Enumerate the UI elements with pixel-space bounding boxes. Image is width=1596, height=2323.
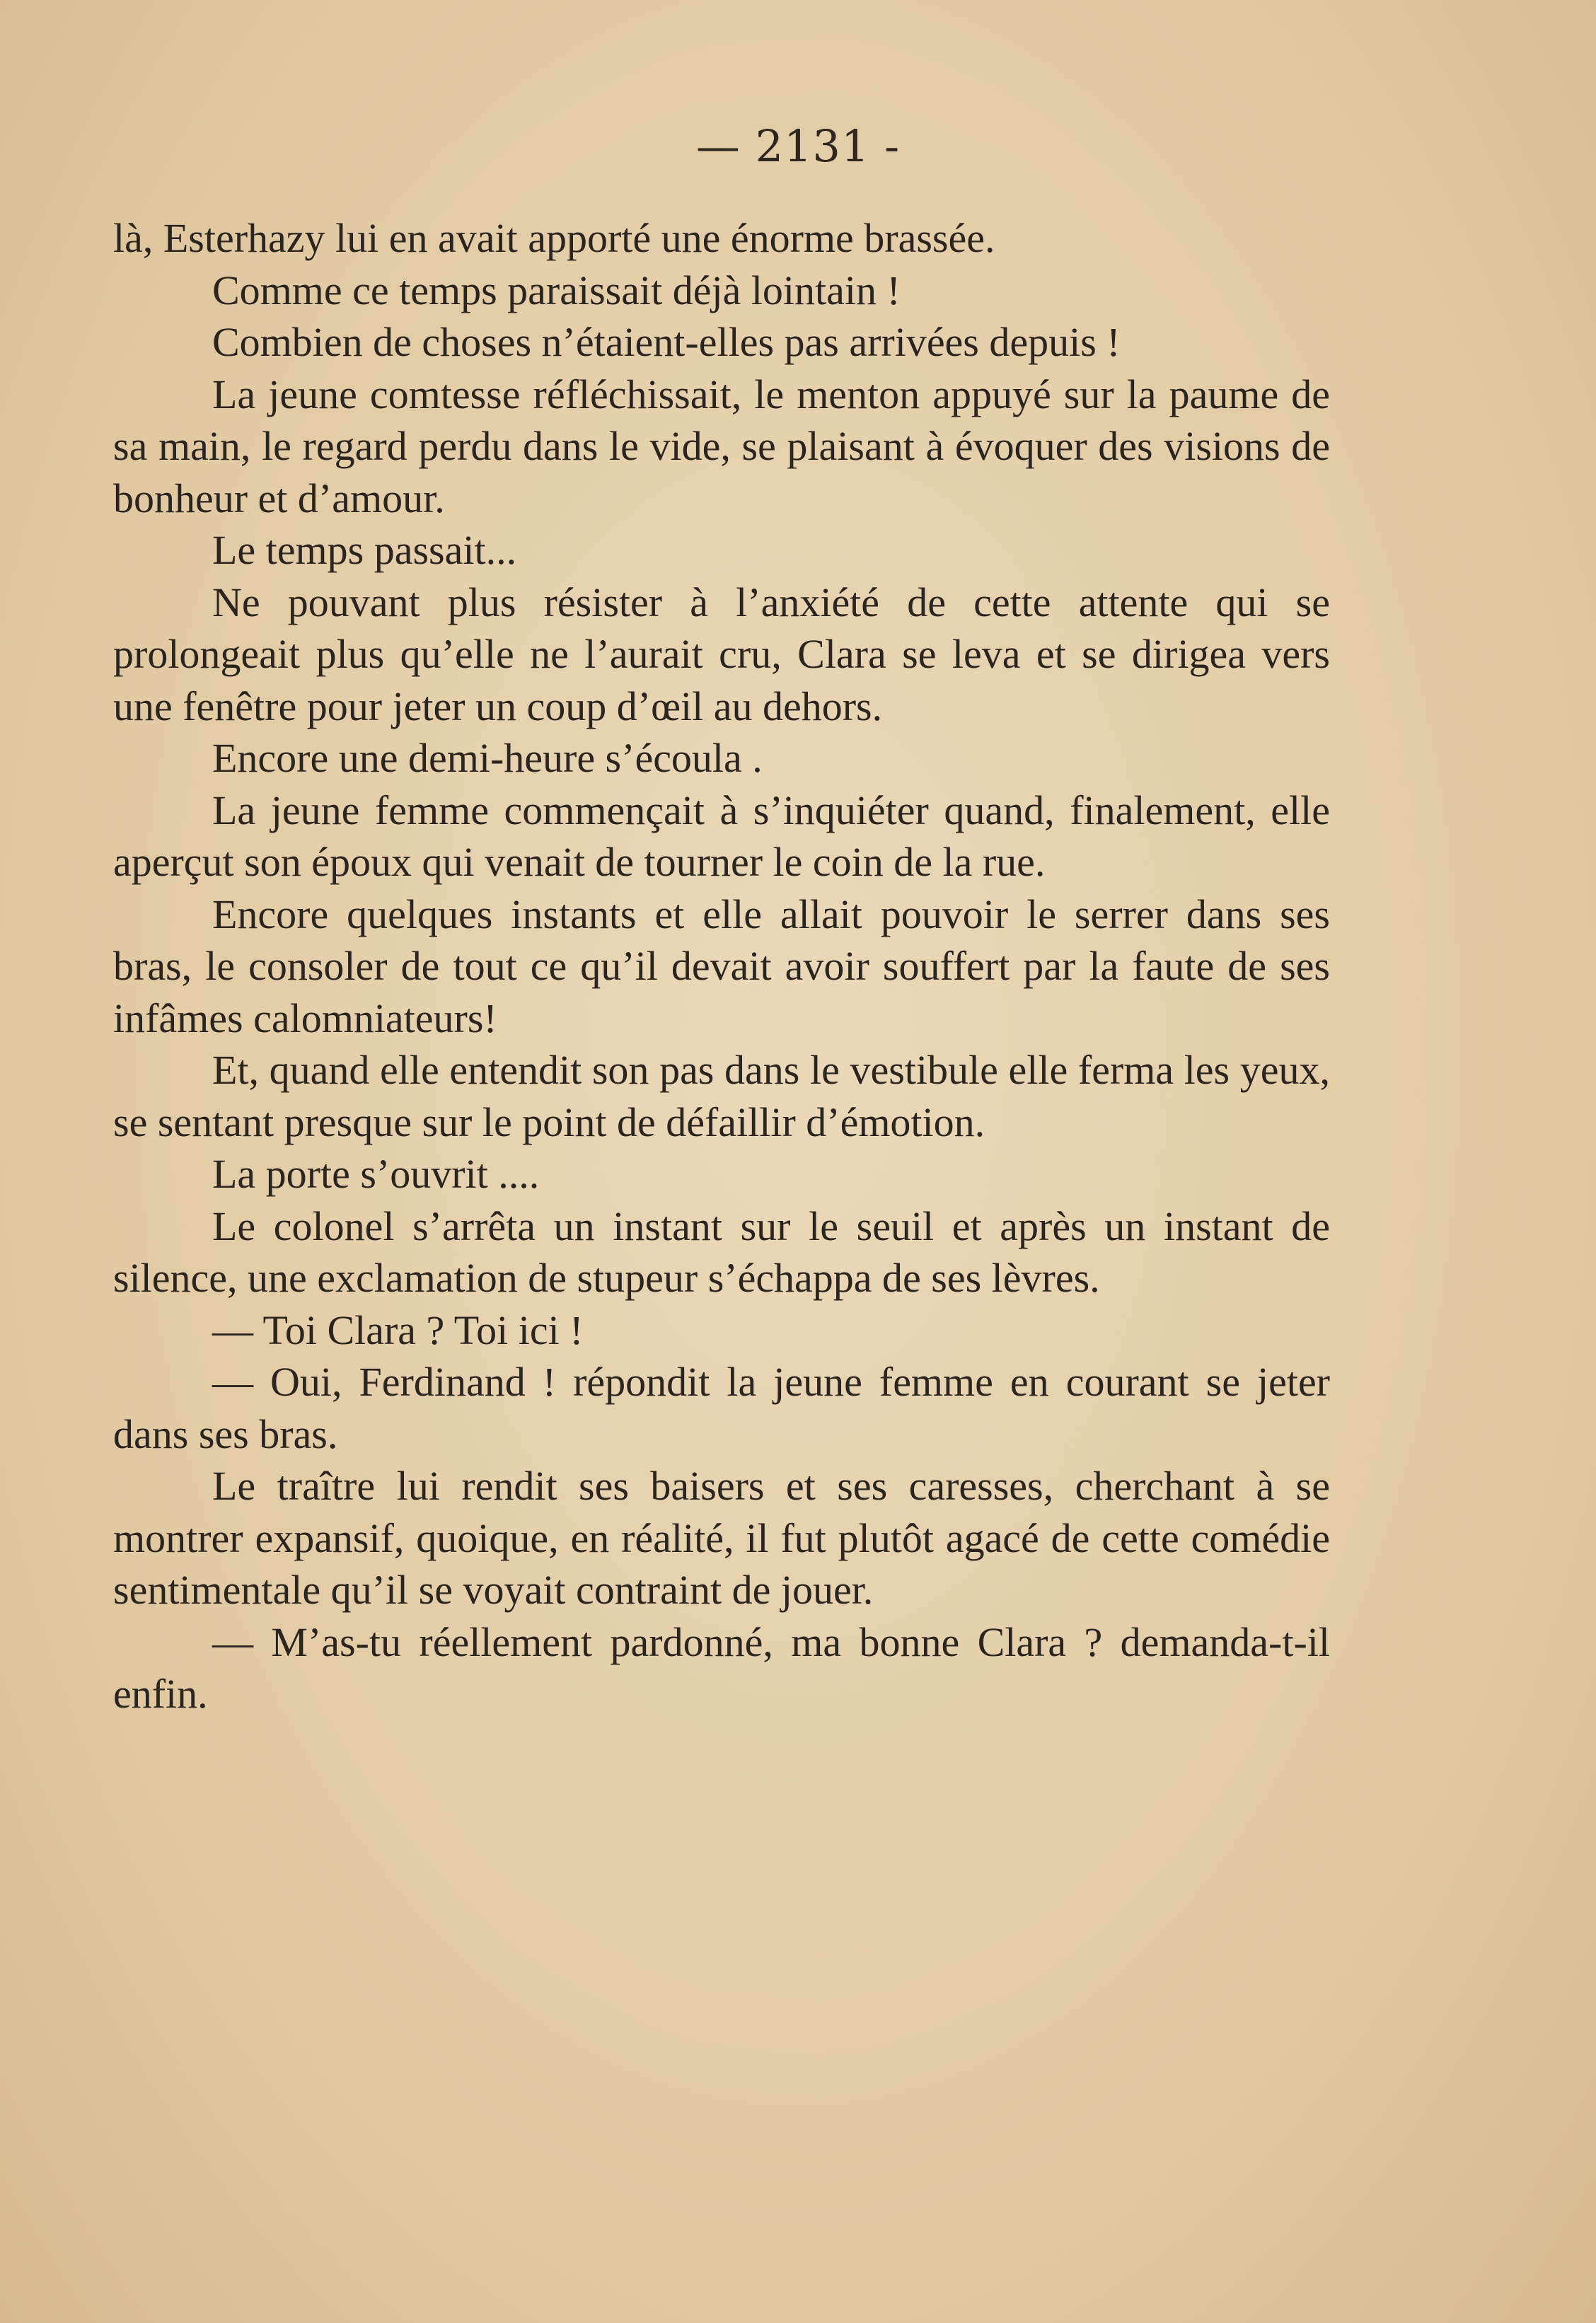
paragraph: Comme ce temps paraissait déjà lointain !	[212, 267, 901, 313]
paragraph: La porte s’ouvrit ....	[212, 1151, 540, 1197]
paragraph: Encore une demi-heure s’écoula .	[212, 735, 763, 781]
paragraph: Ne pouvant plus résister à l’anxiété de cette attente qui se prolongeait plus qu’elle ne l’aurait cru, Clara se leva et se dirigea vers une fenêtre pour jeter un coup d’œil au dehors.	[113, 579, 1330, 729]
paragraph: — Oui, Ferdinand ! répondit la jeune femme en courant se jeter dans ses bras.	[113, 1359, 1330, 1457]
paragraph: Le colonel s’arrêta un instant sur le seuil et après un instant de silence, une exclamation de stupeur s’échappa de ses lèvres.	[113, 1203, 1330, 1301]
paragraph: Encore quelques instants et elle allait pouvoir le serrer dans ses bras, le consoler de tout ce qu’il devait avoir souffert par la faute de ses infâmes calomniateurs!	[113, 891, 1330, 1041]
paragraph: Le temps passait...	[212, 527, 517, 573]
paragraph: là, Esterhazy lui en avait apporté une énorme brassée.	[113, 215, 995, 261]
paragraph: Et, quand elle entendit son pas dans le vestibule elle ferma les yeux, se sentant presque sur le point de défaillir d’émotion.	[113, 1047, 1330, 1145]
paragraph: Combien de choses n’étaient-elles pas arrivées depuis !	[212, 319, 1121, 365]
paragraph: La jeune comtesse réfléchissait, le menton appuyé sur la paume de sa main, le regard perdu dans le vide, se plaisant à évoquer des visions de bonheur et d’amour.	[113, 371, 1330, 521]
page-number: — 2131 -	[695, 120, 901, 172]
paragraph: — M’as-tu réellement pardonné, ma bonne Clara ? demanda-t-il enfin.	[113, 1618, 1330, 1717]
paragraph: La jeune femme commençait à s’inquiéter quand, finalement, elle aperçut son époux qui venait de tourner le coin de la rue.	[113, 787, 1330, 885]
paragraph: Le traître lui rendit ses baisers et ses caresses, cherchant à se montrer expansif, quoique, en réalité, il fut plutôt agacé de cette comédie sentimentale qu’il se voyait contraint de jouer.	[113, 1463, 1330, 1613]
body-text	[113, 212, 1330, 1720]
paragraph: — Toi Clara ? Toi ici !	[212, 1307, 584, 1353]
